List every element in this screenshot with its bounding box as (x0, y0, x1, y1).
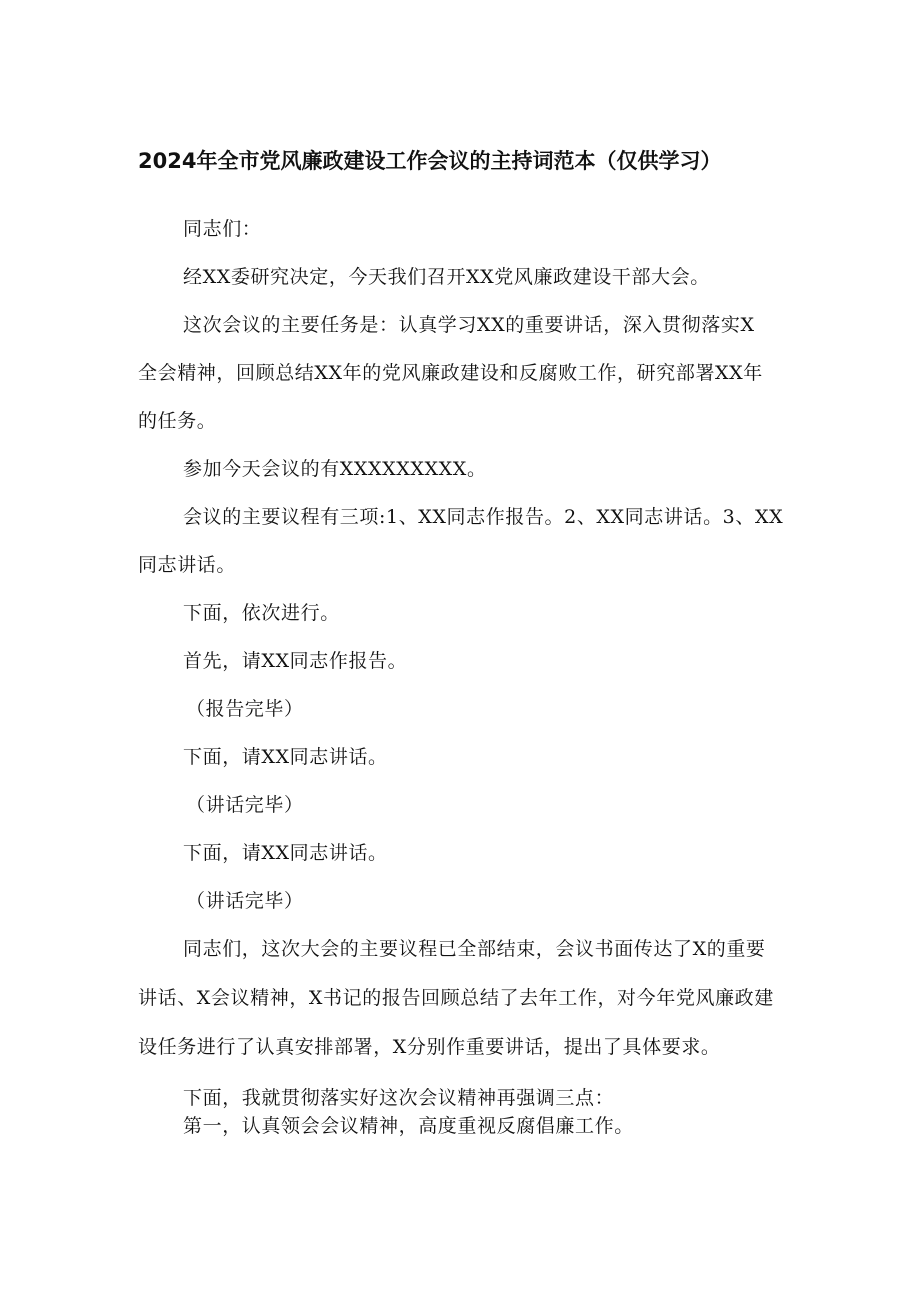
document-title: 2024年全市党风廉政建设工作会议的主持词范本（仅供学习） (138, 149, 722, 173)
paragraph-first-report: 首先，请XX同志作报告。 (183, 650, 408, 672)
salutation-line: 同志们： (183, 218, 262, 240)
note-speech-finished-2: （讲话完毕） (186, 890, 304, 912)
note-report-finished: （报告完毕） (186, 698, 304, 720)
paragraph-speech-1: 下面，请XX同志讲话。 (183, 746, 388, 768)
paragraph-emphasis-intro: 下面，我就贯彻落实好这次会议精神再强调三点： (183, 1087, 615, 1109)
paragraph-summary-line-2: 讲话、X会议精神，X书记的报告回顾总结了去年工作，对今年党风廉政建 (138, 987, 774, 1009)
paragraph-tasks-line-3: 的任务。 (138, 410, 217, 432)
paragraph-point-one: 第一，认真领会会议精神，高度重视反腐倡廉工作。 (183, 1115, 634, 1137)
paragraph-agenda-line-2: 同志讲话。 (138, 554, 237, 576)
paragraph-tasks-line-1: 这次会议的主要任务是：认真学习XX的重要讲话，深入贯彻落实X (183, 314, 755, 336)
paragraph-decision: 经XX委研究决定，今天我们召开XX党风廉政建设干部大会。 (183, 266, 710, 288)
paragraph-summary-line-3: 设任务进行了认真安排部署，X分别作重要讲话，提出了具体要求。 (138, 1036, 721, 1058)
paragraph-proceed: 下面，依次进行。 (183, 602, 340, 624)
paragraph-agenda-line-1: 会议的主要议程有三项:1、XX同志作报告。2、XX同志讲话。3、XX (183, 506, 784, 528)
paragraph-summary-line-1: 同志们，这次大会的主要议程已全部结束，会议书面传达了X的重要 (183, 938, 766, 960)
paragraph-attendees: 参加今天会议的有XXXXXXXXX。 (183, 458, 487, 480)
note-speech-finished-1: （讲话完毕） (186, 794, 304, 816)
paragraph-tasks-line-2: 全会精神，回顾总结XX年的党风廉政建设和反腐败工作，研究部署XX年 (138, 362, 763, 384)
paragraph-speech-2: 下面，请XX同志讲话。 (183, 842, 388, 864)
